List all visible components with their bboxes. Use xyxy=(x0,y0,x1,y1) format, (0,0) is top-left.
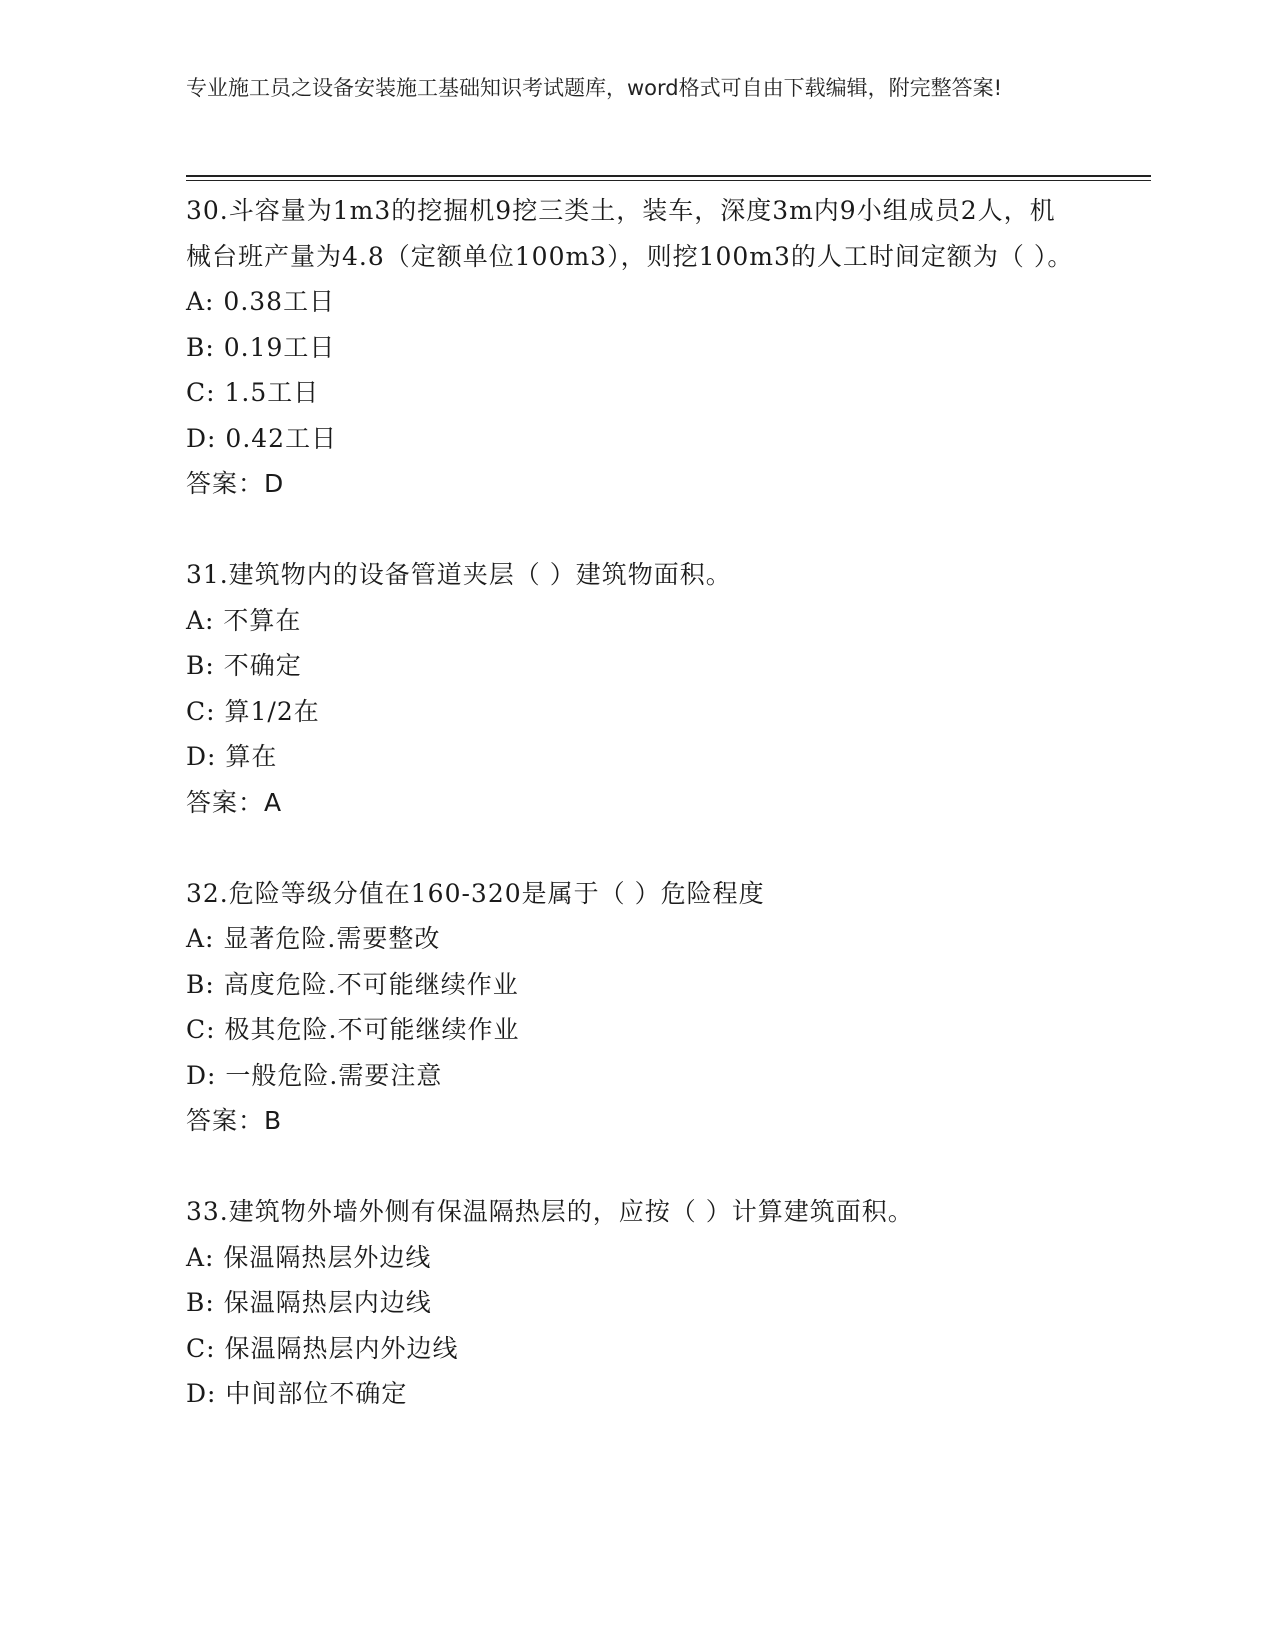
option-b: B: 高度危险.不可能继续作业 xyxy=(186,969,519,999)
option-a: A: 不算在 xyxy=(186,605,302,635)
question-text: 31.建筑物内的设备管道夹层（ ）建筑物面积。 xyxy=(186,560,732,589)
answer-line: 答案：D xyxy=(186,469,285,498)
question-item xyxy=(186,188,1076,507)
answer-line: 答案：A xyxy=(186,787,283,817)
answer-line: 答案：B xyxy=(186,1106,283,1135)
option-a: A: 0.38工日 xyxy=(186,287,336,316)
option-b: B: 保温隔热层内边线 xyxy=(186,1288,432,1317)
option-a: A: 保温隔热层外边线 xyxy=(186,1242,432,1272)
option-d: D: 一般危险.需要注意 xyxy=(186,1060,443,1090)
question-number: 33. xyxy=(186,1197,229,1226)
option-c: C: 极其危险.不可能继续作业 xyxy=(186,1015,520,1044)
question-item xyxy=(186,871,1076,1144)
option-b: B: 0.19工日 xyxy=(186,332,336,362)
option-a: A: 显著危险.需要整改 xyxy=(186,924,441,953)
option-b: B: 不确定 xyxy=(186,651,302,680)
question-number: 30. xyxy=(186,196,229,225)
option-d: D: 算在 xyxy=(186,742,278,771)
question-number: 31. xyxy=(186,560,229,589)
option-c: C: 1.5工日 xyxy=(186,378,320,407)
option-c: C: 保温隔热层内外边线 xyxy=(186,1333,459,1363)
question-text: 33.建筑物外墙外侧有保温隔热层的，应按（ ）计算建筑面积。 xyxy=(186,1197,914,1226)
document-header: 专业施工员之设备安装施工基础知识考试题库，word格式可自由下载编辑，附完整答案! xyxy=(186,76,1003,100)
question-text: 32.危险等级分值在160-320是属于（ ）危险程度 xyxy=(186,878,765,908)
option-c: C: 算1/2在 xyxy=(186,696,320,726)
header-divider xyxy=(186,175,1151,177)
header-divider-thin xyxy=(186,180,1151,181)
option-d: D: 0.42工日 xyxy=(186,423,338,453)
question-item xyxy=(186,1189,1076,1417)
option-d: D: 中间部位不确定 xyxy=(186,1379,408,1408)
question-number: 32. xyxy=(186,878,229,908)
question-text: 30.斗容量为1m3的挖掘机9挖三类土，装车，深度3m内9小组成员2人，机械台班产量为4.8（定额单位100m3），则挖100m3的人工时间定额为（ ）。 xyxy=(186,196,1074,271)
question-item xyxy=(186,552,1076,825)
question-list xyxy=(186,188,1076,1417)
